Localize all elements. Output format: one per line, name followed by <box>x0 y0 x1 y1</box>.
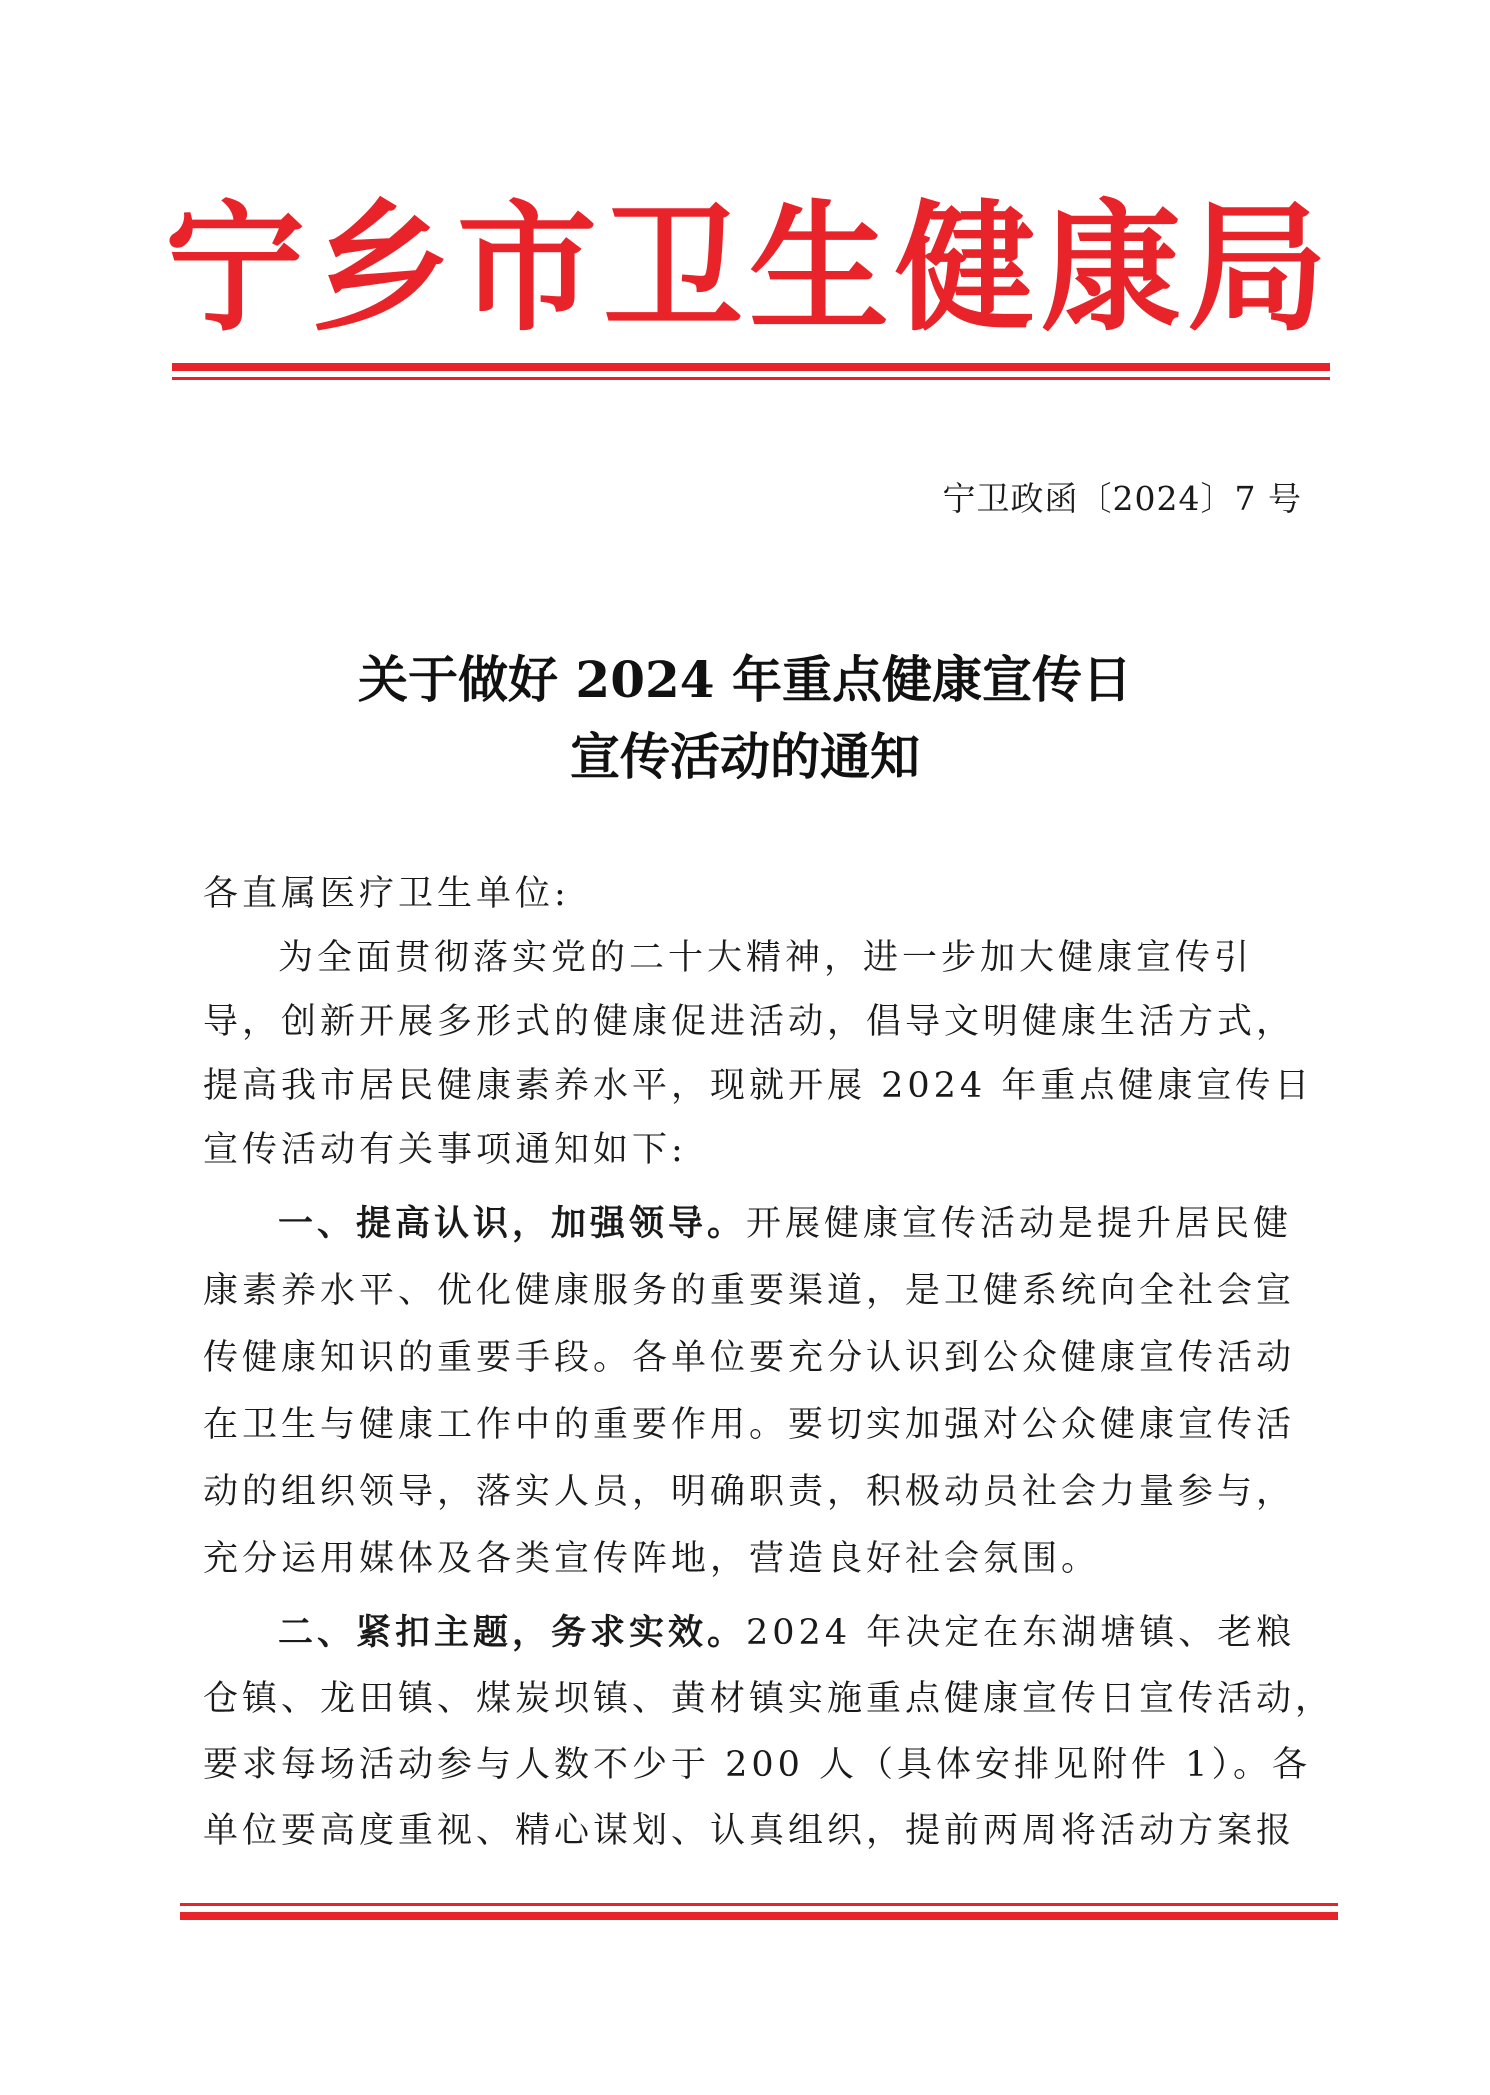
section-1-heading: 一、提高认识，加强领导。 <box>278 1203 747 1244</box>
paragraph-line: 为全面贯彻落实党的二十大精神，进一步加大健康宣传引 <box>278 938 1254 978</box>
document-number: 宁卫政函〔2024〕7 号 <box>942 479 1302 518</box>
paragraph-line: 在卫生与健康工作中的重要作用。要切实加强对公众健康宣传活 <box>203 1405 1296 1445</box>
salutation: 各直属医疗卫生单位: <box>203 874 570 914</box>
section-2-heading: 二、紧扣主题，务求实效。 <box>278 1612 747 1653</box>
paragraph-line: 要求每场活动参与人数不少于 200 人（具体安排见附件 1）。各 <box>203 1745 1311 1785</box>
notice-title-line-1: 关于做好 2024 年重点健康宣传日 <box>358 650 1132 709</box>
paragraph-line: 康素养水平、优化健康服务的重要渠道，是卫健系统向全社会宣 <box>203 1271 1296 1311</box>
paragraph-line: 充分运用媒体及各类宣传阵地，营造良好社会氛围。 <box>203 1539 1101 1579</box>
paragraph-line: 导，创新开展多形式的健康促进活动，倡导文明健康生活方式， <box>203 1002 1296 1042</box>
paragraph-line: 提高我市居民健康素养水平，现就开展 2024 年重点健康宣传日 <box>203 1066 1314 1106</box>
paragraph-line: 传健康知识的重要手段。各单位要充分认识到公众健康宣传活动 <box>203 1338 1296 1378</box>
header-red-rule-thick <box>172 363 1330 371</box>
section-1-first-line <box>278 1198 1301 1250</box>
paragraph-line: 仓镇、龙田镇、煤炭坝镇、黄材镇实施重点健康宣传日宣传活动， <box>203 1679 1335 1719</box>
paragraph-line: 2024 年决定在东湖塘镇、老粮 <box>746 1613 1296 1653</box>
paragraph-line: 动的组织领导，落实人员，明确职责，积极动员社会力量参与， <box>203 1472 1296 1512</box>
paragraph-line: 开展健康宣传活动是提升居民健 <box>746 1204 1293 1244</box>
paragraph-line: 单位要高度重视、精心谋划、认真组织，提前两周将活动方案报 <box>203 1811 1296 1851</box>
header-red-rule-thin <box>172 377 1330 380</box>
footer-red-rule-thin <box>180 1903 1338 1906</box>
paragraph-line: 宣传活动有关事项通知如下: <box>203 1130 687 1170</box>
notice-title-line-2: 宣传活动的通知 <box>570 727 920 786</box>
footer-red-rule-thick <box>180 1912 1338 1920</box>
section-2-first-line <box>278 1607 1301 1659</box>
agency-letterhead: 宁乡市卫生健康局 <box>165 188 1334 351</box>
